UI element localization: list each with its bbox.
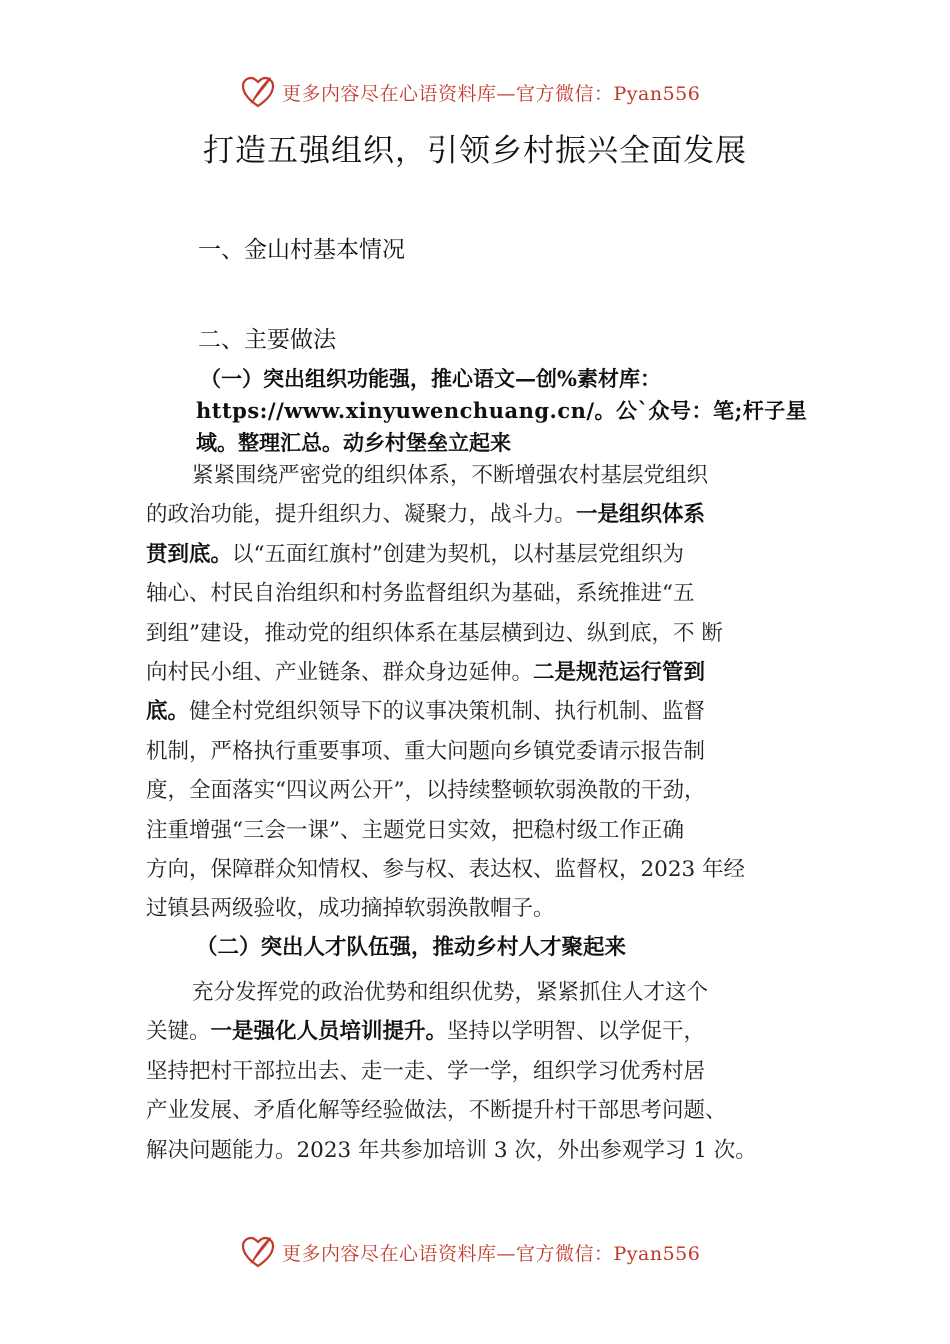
paragraph-line: 度，全面落实“四议两公开”，以持续整顿软弱涣散的干劲， bbox=[146, 778, 706, 804]
paragraph-line: 关键。一是强化人员培训提升。坚持以学明智、以学促干， bbox=[146, 1019, 706, 1045]
footer-watermark-banner bbox=[240, 1232, 700, 1272]
paragraph-line: 注重增强“三会一课”、主题党日实效，把稳村级工作正确 bbox=[146, 817, 684, 843]
subsection-heading-1 bbox=[196, 363, 836, 459]
subsection-heading-2: （二）突出人才队伍强，推动乡村人才聚起来 bbox=[196, 935, 627, 960]
paragraph-1 bbox=[146, 456, 816, 929]
header-watermark-banner bbox=[240, 72, 700, 112]
paragraph-line: 紧紧围绕严密党的组织体系，不断增强农村基层党组织 bbox=[192, 463, 709, 488]
quill-heart-logo-icon bbox=[240, 74, 276, 110]
paragraph-line: 坚持把村干部拉出去、走一走、学一学，组织学习优秀村居 bbox=[146, 1058, 706, 1084]
quill-heart-logo-icon bbox=[240, 1234, 276, 1270]
subsection-1-line-2: https://www.xinyuwenchuang.cn/。公`众号：笔;杆子星 bbox=[196, 398, 808, 423]
banner-text: 更多内容尽在心语资料库—官方微信：Pyan556 bbox=[282, 82, 701, 105]
paragraph-2 bbox=[146, 973, 816, 1170]
paragraph-line: 充分发挥党的政治优势和组织优势，紧紧抓住人才这个 bbox=[192, 980, 709, 1005]
section-heading-1: 一、金山村基本情况 bbox=[198, 237, 405, 263]
paragraph-line: 机制，严格执行重要事项、重大问题向乡镇党委请示报告制 bbox=[146, 738, 706, 764]
paragraph-line: 向村民小组、产业链条、群众身边延伸。二是规范运行管到 bbox=[146, 660, 706, 686]
paragraph-line: 解决问题能力。2023 年共参加培训 3 次，外出参观学习 1 次。 bbox=[146, 1137, 757, 1163]
paragraph-line: 到组”建设，推动党的组织体系在基层横到边、纵到底，不 断 bbox=[146, 620, 723, 646]
subsection-1-line-3: 域。整理汇总。动乡村堡垒立起来 bbox=[196, 430, 511, 455]
paragraph-line: 贯到底。以“五面红旗村”创建为契机，以村基层党组织为 bbox=[146, 541, 685, 567]
paragraph-line: 过镇县两级验收，成功摘掉软弱涣散帽子。 bbox=[146, 896, 555, 922]
paragraph-line: 产业发展、矛盾化解等经验做法，不断提升村干部思考问题、 bbox=[146, 1098, 727, 1124]
banner-text: 更多内容尽在心语资料库—官方微信：Pyan556 bbox=[282, 1242, 701, 1265]
section-heading-2: 二、主要做法 bbox=[198, 327, 336, 353]
paragraph-line: 轴心、村民自治组织和村务监督组织为基础，系统推进“五 bbox=[146, 581, 695, 607]
page-title: 打造五强组织，引领乡村振兴全面发展 bbox=[203, 133, 747, 169]
paragraph-line: 底。健全村党组织领导下的议事决策机制、执行机制、监督 bbox=[146, 699, 706, 725]
paragraph-line: 的政治功能，提升组织力、凝聚力，战斗力。一是组织体系 bbox=[146, 502, 706, 528]
subsection-1-line-1: （一）突出组织功能强，推心语文—创%素材库： bbox=[200, 366, 661, 391]
paragraph-line: 方向，保障群众知情权、参与权、表达权、监督权，2023 年经 bbox=[146, 857, 746, 883]
